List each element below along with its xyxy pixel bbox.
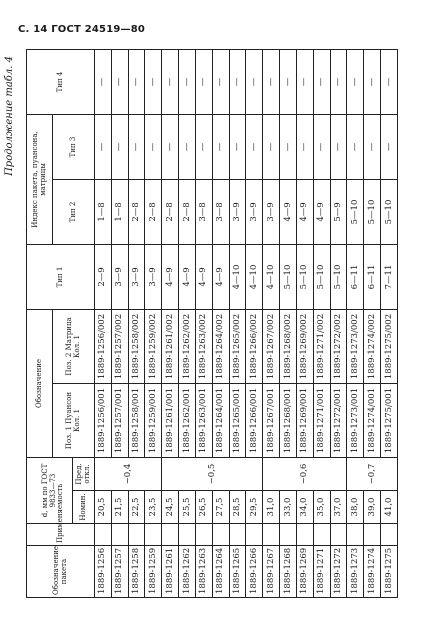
cell-nominal: 25,5 xyxy=(179,491,196,524)
cell-type2: 4—9 xyxy=(296,179,313,244)
cell-nominal: 24,5 xyxy=(162,491,179,524)
cell-pos1: 1889-1271/001 xyxy=(313,384,330,458)
cell-type3: — xyxy=(128,114,145,179)
cell-code: 1889-1263 xyxy=(195,546,212,598)
cell-application xyxy=(111,524,128,546)
rotated-table-area xyxy=(4,50,398,598)
cell-pos2: 1889-1268/002 xyxy=(280,309,297,383)
cell-type3: — xyxy=(179,114,196,179)
header-type3: Тип 3 xyxy=(53,114,95,179)
cell-type2: 5—10 xyxy=(347,179,364,244)
table-row xyxy=(330,49,347,597)
cell-type2: 1—8 xyxy=(95,179,112,244)
cell-type4: — xyxy=(212,49,229,114)
cell-type3: — xyxy=(364,114,381,179)
cell-pos1: 1889-1261/001 xyxy=(162,384,179,458)
cell-type1: 2—9 xyxy=(95,244,112,309)
cell-code: 1889-1262 xyxy=(179,546,196,598)
table-row xyxy=(381,49,398,597)
cell-pos1: 1889-1267/001 xyxy=(263,384,280,458)
table-row xyxy=(111,49,128,597)
table-row xyxy=(296,49,313,597)
cell-pos1: 1889-1275/001 xyxy=(381,384,398,458)
header-dimension-group: d, мм по ГОСТ 9833—73 xyxy=(27,458,73,524)
header-pos2: Поз. 2 Матрица Кол. 1 xyxy=(53,309,95,383)
header-type4: Тип 4 xyxy=(27,49,95,114)
cell-pos2: 1889-1274/002 xyxy=(364,309,381,383)
spec-table-body xyxy=(95,49,398,597)
cell-type3: — xyxy=(347,114,364,179)
table-row xyxy=(246,49,263,597)
header-index-group: Индекс пакета, пуансона, матрицы xyxy=(27,114,53,244)
cell-code: 1889-1265 xyxy=(229,546,246,598)
cell-code: 1889-1257 xyxy=(111,546,128,598)
cell-nominal: 39,0 xyxy=(364,491,381,524)
cell-type4: — xyxy=(347,49,364,114)
cell-application xyxy=(364,524,381,546)
cell-nominal: 23,5 xyxy=(145,491,162,524)
header-designation-group: Обозначение xyxy=(27,309,53,457)
cell-type1: 5—10 xyxy=(313,244,330,309)
cell-type4: — xyxy=(229,49,246,114)
cell-pos1: 1889-1269/001 xyxy=(296,384,313,458)
cell-type1: 5—10 xyxy=(330,244,347,309)
cell-nominal: 38,0 xyxy=(347,491,364,524)
cell-deviation: −0,5 xyxy=(162,458,263,491)
cell-nominal: 21,5 xyxy=(111,491,128,524)
header-nominal: Номин. xyxy=(73,491,95,524)
table-row xyxy=(145,49,162,597)
cell-type3: — xyxy=(381,114,398,179)
cell-pos2: 1889-1265/002 xyxy=(229,309,246,383)
cell-pos2: 1889-1263/002 xyxy=(195,309,212,383)
cell-type3: — xyxy=(212,114,229,179)
cell-code: 1889-1266 xyxy=(246,546,263,598)
cell-type4: — xyxy=(263,49,280,114)
cell-nominal: 31,0 xyxy=(263,491,280,524)
cell-type3: — xyxy=(313,114,330,179)
cell-type3: — xyxy=(280,114,297,179)
cell-application xyxy=(330,524,347,546)
cell-type1: 6—11 xyxy=(364,244,381,309)
cell-type1: 7—11 xyxy=(381,244,398,309)
cell-code: 1889-1261 xyxy=(162,546,179,598)
cell-application xyxy=(95,524,112,546)
cell-pos2: 1889-1256/002 xyxy=(95,309,112,383)
cell-application xyxy=(145,524,162,546)
cell-pos2: 1889-1257/002 xyxy=(111,309,128,383)
cell-type2: 4—9 xyxy=(280,179,297,244)
cell-code: 1889-1256 xyxy=(95,546,112,598)
cell-type3: — xyxy=(162,114,179,179)
cell-application xyxy=(229,524,246,546)
cell-type3: — xyxy=(263,114,280,179)
cell-application xyxy=(128,524,145,546)
cell-type4: — xyxy=(95,49,112,114)
cell-type3: — xyxy=(111,114,128,179)
cell-type2: 3—9 xyxy=(246,179,263,244)
cell-type4: — xyxy=(330,49,347,114)
cell-type1: 4—10 xyxy=(246,244,263,309)
cell-nominal: 35,0 xyxy=(313,491,330,524)
table-row xyxy=(195,49,212,597)
table-row xyxy=(313,49,330,597)
cell-pos1: 1889-1272/001 xyxy=(330,384,347,458)
header-type1: Тип 1 xyxy=(27,244,95,309)
cell-pos2: 1889-1262/002 xyxy=(179,309,196,383)
cell-type4: — xyxy=(364,49,381,114)
cell-type4: — xyxy=(145,49,162,114)
cell-type3: — xyxy=(195,114,212,179)
table-row xyxy=(347,49,364,597)
cell-pos2: 1889-1259/002 xyxy=(145,309,162,383)
cell-pos1: 1889-1263/001 xyxy=(195,384,212,458)
table-row xyxy=(128,49,145,597)
cell-application xyxy=(313,524,330,546)
cell-type2: 3—9 xyxy=(263,179,280,244)
cell-deviation: −0,6 xyxy=(263,458,347,491)
table-row xyxy=(162,49,179,597)
cell-nominal: 34,0 xyxy=(296,491,313,524)
cell-pos1: 1889-1268/001 xyxy=(280,384,297,458)
table-row xyxy=(95,49,112,597)
cell-nominal: 22,5 xyxy=(128,491,145,524)
cell-pos1: 1889-1265/001 xyxy=(229,384,246,458)
cell-type1: 4—10 xyxy=(229,244,246,309)
cell-pos1: 1889-1257/001 xyxy=(111,384,128,458)
cell-type2: 4—9 xyxy=(313,179,330,244)
cell-pos1: 1889-1266/001 xyxy=(246,384,263,458)
cell-pos2: 1889-1269/002 xyxy=(296,309,313,383)
cell-code: 1889-1268 xyxy=(280,546,297,598)
cell-type4: — xyxy=(111,49,128,114)
cell-application xyxy=(263,524,280,546)
table-row xyxy=(364,49,381,597)
cell-type1: 6—11 xyxy=(347,244,364,309)
cell-code: 1889-1269 xyxy=(296,546,313,598)
cell-type4: — xyxy=(381,49,398,114)
cell-type1: 3—9 xyxy=(145,244,162,309)
cell-type4: — xyxy=(128,49,145,114)
cell-code: 1889-1274 xyxy=(364,546,381,598)
cell-type2: 3—9 xyxy=(229,179,246,244)
cell-type3: — xyxy=(145,114,162,179)
cell-type3: — xyxy=(229,114,246,179)
cell-type1: 3—9 xyxy=(111,244,128,309)
table-row xyxy=(212,49,229,597)
table-row xyxy=(179,49,196,597)
cell-code: 1889-1275 xyxy=(381,546,398,598)
cell-application xyxy=(162,524,179,546)
cell-type3: — xyxy=(95,114,112,179)
table-row xyxy=(263,49,280,597)
cell-pos2: 1889-1271/002 xyxy=(313,309,330,383)
cell-type4: — xyxy=(195,49,212,114)
cell-type2: 5—10 xyxy=(364,179,381,244)
cell-nominal: 41,0 xyxy=(381,491,398,524)
cell-type1: 4—9 xyxy=(195,244,212,309)
cell-type4: — xyxy=(246,49,263,114)
cell-deviation: −0,4 xyxy=(95,458,162,491)
cell-pos2: 1889-1261/002 xyxy=(162,309,179,383)
cell-pos1: 1889-1273/001 xyxy=(347,384,364,458)
cell-type2: 3—8 xyxy=(212,179,229,244)
cell-code: 1889-1259 xyxy=(145,546,162,598)
cell-type4: — xyxy=(179,49,196,114)
cell-type1: 5—10 xyxy=(280,244,297,309)
cell-type1: 4—9 xyxy=(212,244,229,309)
cell-pos2: 1889-1275/002 xyxy=(381,309,398,383)
cell-type4: — xyxy=(162,49,179,114)
cell-type2: 3—8 xyxy=(195,179,212,244)
cell-type1: 3—9 xyxy=(128,244,145,309)
cell-type2: 2—8 xyxy=(128,179,145,244)
cell-type3: — xyxy=(246,114,263,179)
cell-application xyxy=(296,524,313,546)
cell-deviation: −0,7 xyxy=(347,458,398,491)
cell-code: 1889-1264 xyxy=(212,546,229,598)
cell-nominal: 29,5 xyxy=(246,491,263,524)
header-pos1: Поз. 1 Пуансон Кол. 1 xyxy=(53,384,95,458)
table-row xyxy=(280,49,297,597)
cell-pos2: 1889-1267/002 xyxy=(263,309,280,383)
cell-type2: 5—9 xyxy=(330,179,347,244)
page-header: С. 14 ГОСТ 24519—80 xyxy=(18,24,146,35)
cell-application xyxy=(381,524,398,546)
cell-pos1: 1889-1262/001 xyxy=(179,384,196,458)
cell-application xyxy=(179,524,196,546)
cell-pos1: 1889-1258/001 xyxy=(128,384,145,458)
cell-type2: 1—8 xyxy=(111,179,128,244)
cell-nominal: 37,0 xyxy=(330,491,347,524)
cell-pos1: 1889-1259/001 xyxy=(145,384,162,458)
cell-nominal: 33,0 xyxy=(280,491,297,524)
cell-type2: 5—10 xyxy=(381,179,398,244)
cell-type3: — xyxy=(330,114,347,179)
cell-type3: — xyxy=(296,114,313,179)
cell-application xyxy=(280,524,297,546)
cell-code: 1889-1271 xyxy=(313,546,330,598)
cell-pos2: 1889-1258/002 xyxy=(128,309,145,383)
cell-application xyxy=(212,524,229,546)
header-application: Применяемость xyxy=(27,524,95,546)
cell-application xyxy=(195,524,212,546)
cell-pos2: 1889-1272/002 xyxy=(330,309,347,383)
cell-code: 1889-1273 xyxy=(347,546,364,598)
header-designation: Обозначение пакета xyxy=(27,546,95,598)
cell-type1: 4—10 xyxy=(263,244,280,309)
cell-pos1: 1889-1256/001 xyxy=(95,384,112,458)
cell-type1: 5—10 xyxy=(296,244,313,309)
cell-nominal: 20,5 xyxy=(95,491,112,524)
spec-table xyxy=(26,49,398,598)
cell-type2: 2—8 xyxy=(162,179,179,244)
cell-nominal: 26,5 xyxy=(195,491,212,524)
cell-pos2: 1889-1264/002 xyxy=(212,309,229,383)
cell-type1: 4—9 xyxy=(179,244,196,309)
cell-application xyxy=(246,524,263,546)
cell-pos1: 1889-1274/001 xyxy=(364,384,381,458)
cell-type4: — xyxy=(313,49,330,114)
cell-type4: — xyxy=(296,49,313,114)
header-type2: Тип 2 xyxy=(53,179,95,244)
header-deviation: Пред. откл. xyxy=(73,458,95,491)
cell-pos1: 1889-1264/001 xyxy=(212,384,229,458)
cell-code: 1889-1267 xyxy=(263,546,280,598)
cell-pos2: 1889-1273/002 xyxy=(347,309,364,383)
cell-type2: 2—8 xyxy=(145,179,162,244)
continuation-label: Продолжение табл. 4 xyxy=(4,56,15,176)
cell-type2: 2—8 xyxy=(179,179,196,244)
cell-code: 1889-1258 xyxy=(128,546,145,598)
cell-type4: — xyxy=(280,49,297,114)
table-row xyxy=(229,49,246,597)
cell-pos2: 1889-1266/002 xyxy=(246,309,263,383)
cell-type1: 4—9 xyxy=(162,244,179,309)
cell-nominal: 28,5 xyxy=(229,491,246,524)
cell-application xyxy=(347,524,364,546)
cell-nominal: 27,5 xyxy=(212,491,229,524)
cell-code: 1889-1272 xyxy=(330,546,347,598)
